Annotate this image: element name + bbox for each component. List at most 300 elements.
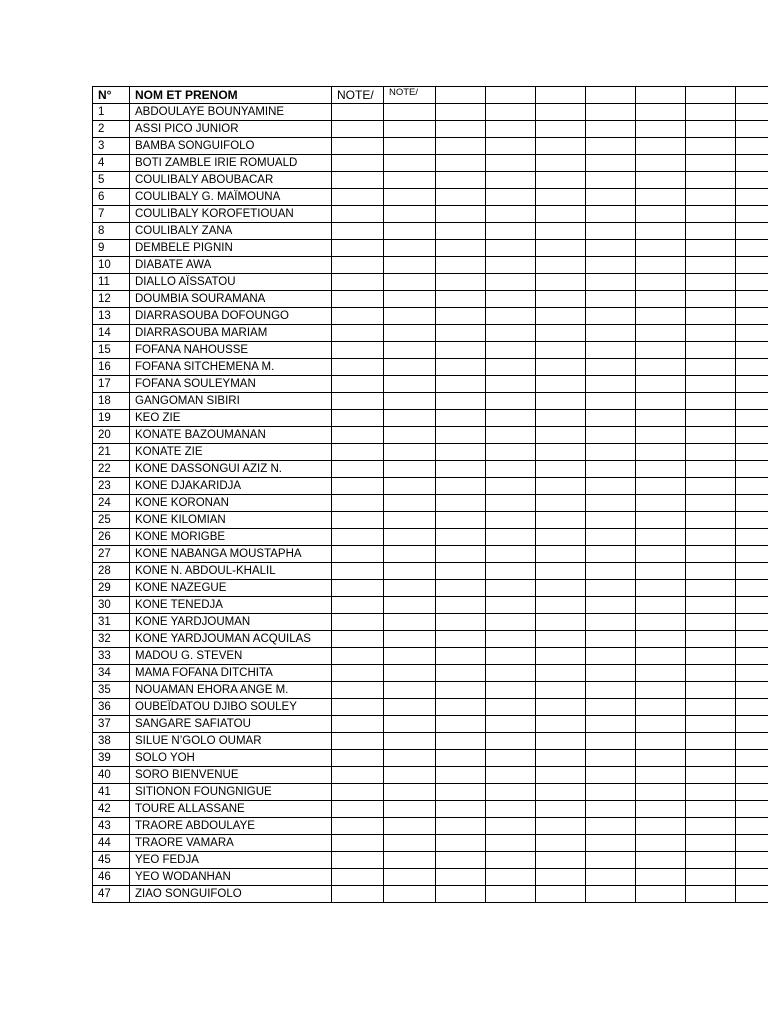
grade-cell: [636, 784, 686, 801]
grade-cell: [736, 869, 768, 886]
grade-cell: [486, 648, 536, 665]
grade-cell: [636, 291, 686, 308]
grade-cell: [536, 682, 586, 699]
grade-cell: [436, 257, 486, 274]
table-row: [93, 546, 768, 563]
table-row: [93, 784, 768, 801]
grade-cell: [384, 325, 436, 342]
student-name: MAMA FOFANA DITCHITA: [130, 665, 332, 682]
student-number: 13: [93, 308, 130, 325]
grade-cell: [384, 257, 436, 274]
grade-cell: [436, 546, 486, 563]
grade-cell: [686, 529, 736, 546]
grade-cell: [384, 410, 436, 427]
grade-cell: [636, 138, 686, 155]
grade-cell: [536, 325, 586, 342]
grade-cell: [486, 461, 536, 478]
grade-cell: [436, 478, 486, 495]
grade-cell: [436, 818, 486, 835]
student-name: COULIBALY G. MAÏMOUNA: [130, 189, 332, 206]
grade-cell: [436, 461, 486, 478]
grade-cell: [636, 733, 686, 750]
grade-cell: [586, 869, 636, 886]
student-number: 30: [93, 597, 130, 614]
grade-cell: [536, 478, 586, 495]
grade-cell: [436, 240, 486, 257]
grade-cell: [384, 291, 436, 308]
student-number: 11: [93, 274, 130, 291]
grade-cell: [332, 733, 384, 750]
table-row: [93, 240, 768, 257]
table-row: [93, 325, 768, 342]
grade-cell: [586, 699, 636, 716]
grade-cell: [636, 665, 686, 682]
grade-cell: [536, 206, 586, 223]
table-row: [93, 291, 768, 308]
grade-cell: [636, 512, 686, 529]
student-name: DIALLO AÏSSATOU: [130, 274, 332, 291]
grade-cell: [486, 308, 536, 325]
grade-cell: [536, 427, 586, 444]
table-row: [93, 495, 768, 512]
student-number: 22: [93, 461, 130, 478]
grade-cell: [536, 801, 586, 818]
student-number: 33: [93, 648, 130, 665]
grade-cell: [686, 682, 736, 699]
table-row: [93, 835, 768, 852]
grade-cell: [686, 580, 736, 597]
grade-cell: [686, 733, 736, 750]
grade-cell: [686, 240, 736, 257]
grade-cell: [486, 495, 536, 512]
grade-cell: [332, 852, 384, 869]
grade-cell: [686, 478, 736, 495]
grade-cell: [536, 614, 586, 631]
grade-cell: [636, 359, 686, 376]
student-name: BOTI ZAMBLE IRIE ROMUALD: [130, 155, 332, 172]
grade-cell: [486, 699, 536, 716]
grade-cell: [384, 665, 436, 682]
student-number: 16: [93, 359, 130, 376]
student-name: YEO FEDJA: [130, 852, 332, 869]
grade-cell: [736, 580, 768, 597]
grade-cell: [384, 104, 436, 121]
grade-cell: [486, 835, 536, 852]
grade-cell: [436, 563, 486, 580]
grade-cell: [686, 784, 736, 801]
grade-cell: [636, 614, 686, 631]
grade-cell: [332, 325, 384, 342]
header-note-1: NOTE/: [332, 87, 384, 104]
table-row: [93, 716, 768, 733]
grade-cell: [536, 665, 586, 682]
grade-cell: [486, 121, 536, 138]
grade-cell: [736, 223, 768, 240]
grade-cell: [384, 682, 436, 699]
student-name: KONE N. ABDOUL-KHALIL: [130, 563, 332, 580]
grade-cell: [736, 427, 768, 444]
grade-cell: [636, 461, 686, 478]
grade-cell: [486, 359, 536, 376]
grade-cell: [586, 138, 636, 155]
student-number: 45: [93, 852, 130, 869]
grade-cell: [332, 716, 384, 733]
table-row: [93, 359, 768, 376]
grade-cell: [384, 529, 436, 546]
grade-cell: [486, 376, 536, 393]
grade-cell: [332, 223, 384, 240]
grade-cell: [736, 699, 768, 716]
student-name: KONE MORIGBE: [130, 529, 332, 546]
grade-cell: [736, 733, 768, 750]
grade-cell: [436, 529, 486, 546]
student-number: 21: [93, 444, 130, 461]
grade-cell: [686, 189, 736, 206]
student-number: 41: [93, 784, 130, 801]
student-name: SANGARE SAFIATOU: [130, 716, 332, 733]
grade-cell: [636, 240, 686, 257]
grade-cell: [384, 852, 436, 869]
student-name: KONATE ZIE: [130, 444, 332, 461]
student-name: FOFANA SITCHEMENA M.: [130, 359, 332, 376]
grade-cell: [686, 274, 736, 291]
student-number: 42: [93, 801, 130, 818]
grade-cell: [686, 801, 736, 818]
student-name: DEMBELE PIGNIN: [130, 240, 332, 257]
header-empty: [586, 87, 636, 104]
student-number: 20: [93, 427, 130, 444]
grade-cell: [686, 461, 736, 478]
grade-cell: [384, 155, 436, 172]
student-number: 47: [93, 886, 130, 903]
student-number: 36: [93, 699, 130, 716]
grade-cell: [736, 240, 768, 257]
grade-cell: [332, 682, 384, 699]
grade-cell: [384, 138, 436, 155]
grade-cell: [332, 240, 384, 257]
grade-cell: [332, 495, 384, 512]
grade-cell: [636, 478, 686, 495]
grade-cell: [586, 818, 636, 835]
grade-cell: [586, 886, 636, 903]
grade-cell: [332, 410, 384, 427]
student-number: 39: [93, 750, 130, 767]
student-number: 29: [93, 580, 130, 597]
grade-cell: [486, 410, 536, 427]
student-number: 24: [93, 495, 130, 512]
table-row: [93, 529, 768, 546]
grade-cell: [636, 308, 686, 325]
grade-cell: [586, 784, 636, 801]
grade-cell: [436, 393, 486, 410]
grade-cell: [586, 716, 636, 733]
grade-cell: [486, 444, 536, 461]
student-number: 19: [93, 410, 130, 427]
header-empty: [686, 87, 736, 104]
student-name: TRAORE VAMARA: [130, 835, 332, 852]
grade-cell: [586, 121, 636, 138]
table-header-row: [93, 87, 768, 104]
student-name: COULIBALY KOROFETIOUAN: [130, 206, 332, 223]
grade-cell: [636, 631, 686, 648]
grade-cell: [486, 172, 536, 189]
grade-cell: [486, 393, 536, 410]
student-name: BAMBA SONGUIFOLO: [130, 138, 332, 155]
grade-cell: [586, 512, 636, 529]
student-number: 2: [93, 121, 130, 138]
grade-cell: [586, 393, 636, 410]
grade-cell: [384, 121, 436, 138]
grade-cell: [736, 546, 768, 563]
grade-cell: [536, 257, 586, 274]
grade-cell: [686, 121, 736, 138]
grade-sheet: [92, 86, 768, 903]
grade-cell: [686, 172, 736, 189]
grade-cell: [436, 104, 486, 121]
grade-cell: [384, 750, 436, 767]
grade-cell: [536, 767, 586, 784]
student-name: ASSI PICO JUNIOR: [130, 121, 332, 138]
grade-cell: [384, 631, 436, 648]
grade-cell: [332, 172, 384, 189]
grade-cell: [686, 342, 736, 359]
grade-cell: [436, 886, 486, 903]
grade-cell: [636, 869, 686, 886]
grade-cell: [736, 767, 768, 784]
table-row: [93, 597, 768, 614]
grade-cell: [384, 648, 436, 665]
grade-cell: [332, 104, 384, 121]
grade-cell: [686, 852, 736, 869]
student-name: YEO WODANHAN: [130, 869, 332, 886]
table-row: [93, 308, 768, 325]
table-row: [93, 478, 768, 495]
student-name: MADOU G. STEVEN: [130, 648, 332, 665]
grade-cell: [384, 886, 436, 903]
grade-cell: [436, 376, 486, 393]
grade-cell: [686, 818, 736, 835]
grade-cell: [536, 818, 586, 835]
grade-cell: [486, 767, 536, 784]
grade-cell: [736, 189, 768, 206]
student-number: 44: [93, 835, 130, 852]
grade-cell: [384, 427, 436, 444]
grade-cell: [586, 427, 636, 444]
grade-cell: [636, 699, 686, 716]
grade-cell: [332, 750, 384, 767]
grade-cell: [586, 461, 636, 478]
grade-cell: [332, 342, 384, 359]
grade-cell: [736, 308, 768, 325]
grade-cell: [636, 852, 686, 869]
grade-cell: [536, 750, 586, 767]
grade-cell: [486, 291, 536, 308]
grade-cell: [332, 784, 384, 801]
grade-cell: [332, 614, 384, 631]
student-number: 31: [93, 614, 130, 631]
student-name: OUBEÏDATOU DJIBO SOULEY: [130, 699, 332, 716]
student-number: 17: [93, 376, 130, 393]
grade-cell: [486, 257, 536, 274]
grade-cell: [486, 818, 536, 835]
student-number: 12: [93, 291, 130, 308]
grade-cell: [332, 631, 384, 648]
grade-cell: [536, 138, 586, 155]
table-row: [93, 223, 768, 240]
grade-cell: [486, 682, 536, 699]
grade-cell: [586, 614, 636, 631]
grade-cell: [636, 206, 686, 223]
grade-cell: [536, 121, 586, 138]
grade-cell: [536, 240, 586, 257]
table-row: [93, 274, 768, 291]
grade-cell: [436, 648, 486, 665]
grade-cell: [536, 495, 586, 512]
grade-cell: [636, 325, 686, 342]
grade-cell: [736, 172, 768, 189]
grade-cell: [332, 801, 384, 818]
grade-cell: [384, 818, 436, 835]
grade-cell: [486, 206, 536, 223]
grade-cell: [736, 665, 768, 682]
grade-cell: [736, 104, 768, 121]
grade-cell: [332, 648, 384, 665]
grade-cell: [686, 359, 736, 376]
grade-cell: [384, 512, 436, 529]
table-row: [93, 461, 768, 478]
table-row: [93, 631, 768, 648]
table-row: [93, 444, 768, 461]
grade-cell: [384, 189, 436, 206]
grade-cell: [332, 257, 384, 274]
student-number: 4: [93, 155, 130, 172]
table-row: [93, 563, 768, 580]
grade-cell: [586, 852, 636, 869]
grade-cell: [636, 495, 686, 512]
grade-cell: [636, 835, 686, 852]
student-number: 43: [93, 818, 130, 835]
grade-cell: [436, 342, 486, 359]
grade-cell: [586, 223, 636, 240]
grade-cell: [636, 342, 686, 359]
table-row: [93, 189, 768, 206]
grade-cell: [384, 580, 436, 597]
grade-cell: [586, 529, 636, 546]
student-name: SILUE N’GOLO OUMAR: [130, 733, 332, 750]
grade-cell: [736, 563, 768, 580]
grade-cell: [436, 716, 486, 733]
grade-cell: [436, 291, 486, 308]
grade-cell: [686, 223, 736, 240]
grade-cell: [686, 886, 736, 903]
table-row: [93, 665, 768, 682]
grade-cell: [636, 546, 686, 563]
grade-cell: [384, 767, 436, 784]
grade-cell: [736, 461, 768, 478]
grade-cell: [586, 665, 636, 682]
grade-cell: [736, 835, 768, 852]
grade-cell: [536, 699, 586, 716]
student-name: SORO BIENVENUE: [130, 767, 332, 784]
grade-cell: [436, 155, 486, 172]
grade-cell: [636, 716, 686, 733]
grade-cell: [636, 597, 686, 614]
table-row: [93, 818, 768, 835]
grade-cell: [736, 750, 768, 767]
grade-cell: [536, 172, 586, 189]
grade-cell: [636, 767, 686, 784]
grade-cell: [536, 223, 586, 240]
grade-cell: [536, 563, 586, 580]
table-row: [93, 121, 768, 138]
grade-cell: [736, 852, 768, 869]
grade-cell: [486, 427, 536, 444]
grade-cell: [436, 138, 486, 155]
grade-cell: [384, 478, 436, 495]
grade-cell: [586, 342, 636, 359]
grade-cell: [636, 886, 686, 903]
student-number: 15: [93, 342, 130, 359]
grade-cell: [636, 155, 686, 172]
grade-cell: [536, 274, 586, 291]
student-number: 3: [93, 138, 130, 155]
grade-cell: [332, 835, 384, 852]
grade-cell: [586, 359, 636, 376]
student-name: DIABATE AWA: [130, 257, 332, 274]
grade-cell: [486, 597, 536, 614]
grade-cell: [486, 580, 536, 597]
grade-cell: [332, 427, 384, 444]
grade-cell: [384, 206, 436, 223]
student-number: 1: [93, 104, 130, 121]
grade-cell: [384, 614, 436, 631]
grade-cell: [586, 308, 636, 325]
grade-cell: [586, 648, 636, 665]
table-row: [93, 852, 768, 869]
grade-cell: [332, 886, 384, 903]
header-empty: [636, 87, 686, 104]
grade-cell: [486, 546, 536, 563]
grade-cell: [536, 291, 586, 308]
grade-cell: [736, 495, 768, 512]
grade-cell: [686, 257, 736, 274]
grade-cell: [536, 359, 586, 376]
grade-cell: [536, 580, 586, 597]
grade-cell: [486, 223, 536, 240]
table-row: [93, 614, 768, 631]
grade-cell: [636, 274, 686, 291]
table-row: [93, 886, 768, 903]
grade-cell: [686, 104, 736, 121]
grade-cell: [486, 733, 536, 750]
grade-cell: [586, 155, 636, 172]
grade-cell: [586, 750, 636, 767]
student-name: NOUAMAN EHORA ANGE M.: [130, 682, 332, 699]
grade-cell: [436, 223, 486, 240]
grade-cell: [332, 376, 384, 393]
student-name: KEO ZIE: [130, 410, 332, 427]
student-number: 8: [93, 223, 130, 240]
student-name: KONE DASSONGUI AZIZ N.: [130, 461, 332, 478]
grade-cell: [486, 478, 536, 495]
grade-cell: [486, 631, 536, 648]
grade-cell: [636, 682, 686, 699]
grade-cell: [384, 597, 436, 614]
grade-cell: [686, 410, 736, 427]
grade-cell: [436, 359, 486, 376]
grade-cell: [536, 393, 586, 410]
grade-cell: [636, 427, 686, 444]
